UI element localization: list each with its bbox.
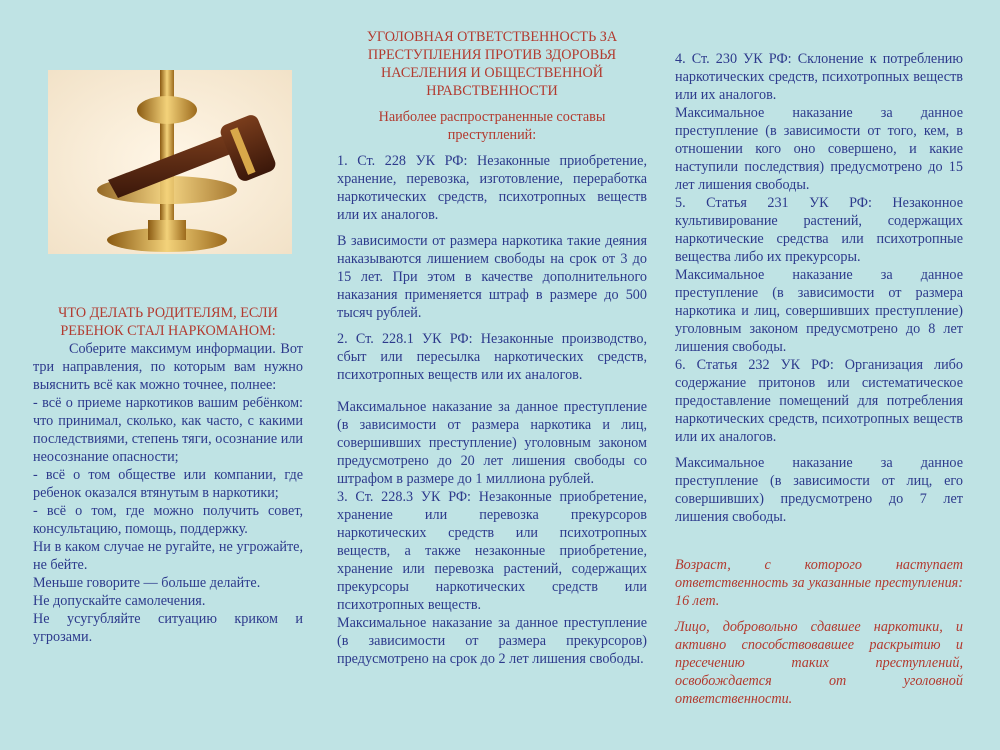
list-item: - всё о приеме наркотиков вашим ребёнком: что принимал, сколько, как часто, с какими последствиями, степень тяги, осознание или неосознание опасности; <box>33 395 303 465</box>
article-paragraph: Максимальное наказание за данное преступление (в зависимости от того, кем, в отношении кого оно совершено, и какие наступили последствия) предусмотрено до 15 лет лишения свободы. <box>675 105 963 193</box>
page-title: УГОЛОВНАЯ ОТВЕТСТВЕННОСТЬ ЗА ПРЕСТУПЛЕНИЯ ПРОТИВ ЗДОРОВЬЯ НАСЕЛЕНИЯ И ОБЩЕСТВЕННОЙ НРАВСТВЕННОСТИ <box>366 29 618 99</box>
article-paragraph: 3. Ст. 228.3 УК РФ: Незаконные приобретение, хранение или перевозка прекурсоров наркотических средств или психотропных веществ, а также незаконные приобретение, хранение или перевозка растений, содержащих прекурсоры наркотических средств или психотропных веществ. <box>337 489 647 613</box>
subtitle: Наиболее распространенные составы преступлений: <box>378 109 606 143</box>
criminal-liability-column <box>337 28 647 668</box>
article-paragraph: 4. Ст. 230 УК РФ: Склонение к потреблению наркотических средств, психотропных веществ или их аналогов. <box>675 51 963 103</box>
paragraph: Не допускайте самолечения. <box>33 593 206 609</box>
articles-continued-column <box>675 50 963 708</box>
age-note: Возраст, с которого наступает ответственность за указанные преступления: 16 лет. <box>675 557 963 609</box>
article-paragraph: Максимальное наказание за данное преступление (в зависимости от размера наркотика и лиц, совершивших преступление) уголовным законом предусмотрено до 8 лет лишения свободы. <box>675 267 963 355</box>
article-paragraph: 2. Ст. 228.1 УК РФ: Незаконные производство, сбыт или пересылка наркотических средств, психотропных веществ или их аналогов. <box>337 331 647 383</box>
article-paragraph: Максимальное наказание за данное преступление (в зависимости от размера прекурсоров) предусмотрено на срок до 2 лет лишения свободы. <box>337 615 647 667</box>
article-paragraph: 6. Статья 232 УК РФ: Организация либо содержание притонов или систематическое предоставление помещений для потребления наркотических средств, психотропных веществ или их аналогов. <box>675 357 963 445</box>
parents-advice-column <box>33 304 303 646</box>
article-paragraph: 1. Ст. 228 УК РФ: Незаконные приобретение, хранение, перевозка, изготовление, переработка наркотических средств, психотропных веществ или их аналогов. <box>337 153 647 223</box>
exemption-note: Лицо, добровольно сдавшее наркотики, и активно способствовавшее раскрытию и пресечению таких преступлений, освобождается от уголовной ответственности. <box>675 619 963 707</box>
paragraph: Меньше говорите — больше делайте. <box>33 575 261 591</box>
article-paragraph: Максимальное наказание за данное преступление (в зависимости от лиц, его совершивших) предусмотрено до 7 лет лишения свободы. <box>675 455 963 525</box>
paragraph: Ни в каком случае не ругайте, не угрожайте, не бейте. <box>33 539 303 573</box>
article-paragraph: Максимальное наказание за данное преступление (в зависимости от размера наркотика и лиц, совершивших преступление) уголовным законом предусмотрено до 20 лет лишения свободы со штрафом в размере до 1 миллиона рублей. <box>337 399 647 487</box>
article-paragraph: В зависимости от размера наркотика такие деяния наказываются лишением свободы на срок от 3 до 15 лет. При этом в качестве дополнительного наказания применяется штраф в размере до 500 тысяч рублей. <box>337 233 647 321</box>
parents-advice-heading: ЧТО ДЕЛАТЬ РОДИТЕЛЯМ, ЕСЛИ РЕБЕНОК СТАЛ НАРКОМАНОМ: <box>58 305 278 339</box>
list-item: - всё о том обществе или компании, где ребенок оказался втянутым в наркотики; <box>33 467 303 501</box>
gavel-and-scales-image <box>48 70 292 254</box>
paragraph: Не усугубляйте ситуацию криком и угрозами. <box>33 611 303 645</box>
paragraph: Соберите максимум информации. Вот три направления, по которым вам нужно выяснить всё как можно точнее, полнее: <box>33 341 303 393</box>
list-item: - всё о том, где можно получить совет, консультацию, помощь, поддержку. <box>33 503 303 537</box>
article-paragraph: 5. Статья 231 УК РФ: Незаконное культивирование растений, содержащих наркотические средства или психотропные вещества либо их прекурсоры. <box>675 195 963 265</box>
